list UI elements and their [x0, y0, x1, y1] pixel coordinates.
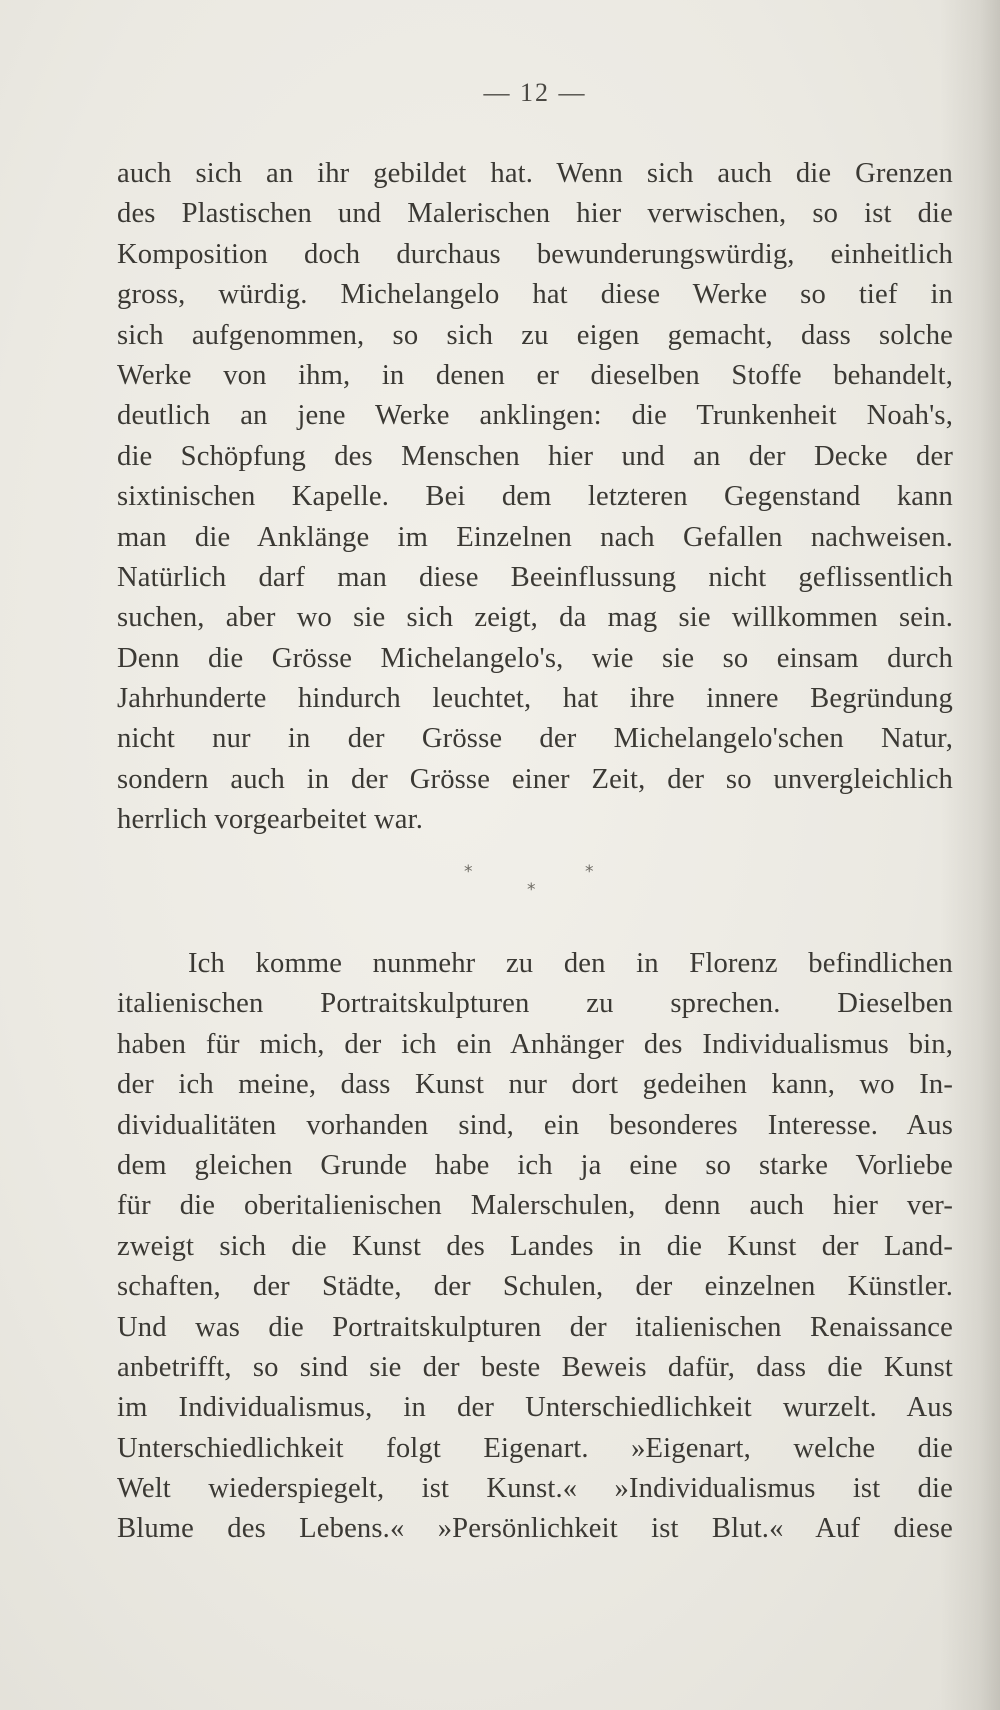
- paragraph-2: [117, 944, 953, 1550]
- text-line: des Plastischen und Malerischen hier verwischen, so ist die: [117, 198, 953, 230]
- text-line: Blume des Lebens.« »Persönlichkeit ist Blut.« Auf diese: [117, 1513, 953, 1545]
- text-line: nicht nur in der Grösse der Michelangelo'schen Natur,: [117, 723, 953, 755]
- text-line: Welt wiederspiegelt, ist Kunst.« »Individualismus ist die: [117, 1473, 953, 1505]
- text-line: anbetrifft, so sind sie der beste Beweis dafür, dass die Kunst: [117, 1351, 953, 1383]
- section-separator: [452, 858, 612, 898]
- text-line: suchen, aber wo sie sich zeigt, da mag sie willkommen sein.: [117, 602, 953, 634]
- text-line: Komposition doch durchaus bewunderungswürdig, einheitlich: [117, 238, 953, 270]
- text-line: dividualitäten vorhanden sind, ein besonderes Interesse. Aus: [117, 1109, 953, 1141]
- text-line: Natürlich darf man diese Beeinflussung nicht geflissentlich: [117, 561, 953, 593]
- text-line: sich aufgenommen, so sich zu eigen gemacht, dass solche: [117, 319, 953, 351]
- text-line: Und was die Portraitskulpturen der italienischen Renaissance: [117, 1311, 953, 1343]
- text-line: schaften, der Städte, der Schulen, der einzelnen Künstler.: [117, 1271, 953, 1303]
- text-line: der ich meine, dass Kunst nur dort gedeihen kann, wo In-: [117, 1069, 953, 1101]
- separator-star: *: [585, 862, 594, 882]
- separator-star: *: [527, 880, 536, 900]
- text-line: deutlich an jene Werke anklingen: die Trunkenheit Noah's,: [117, 400, 953, 432]
- text-line: Werke von ihm, in denen er dieselben Stoffe behandelt,: [117, 359, 953, 391]
- text-line: für die oberitalienischen Malerschulen, denn auch hier ver-: [117, 1190, 953, 1222]
- text-line: haben für mich, der ich ein Anhänger des Individualismus bin,: [117, 1028, 953, 1060]
- text-line: im Individualismus, in der Unterschiedlichkeit wurzelt. Aus: [117, 1392, 953, 1424]
- text-line: herrlich vorgearbeitet war.: [117, 804, 424, 836]
- separator-star: *: [464, 862, 473, 882]
- page-number: — 12 —: [483, 78, 587, 107]
- text-line: sixtinischen Kapelle. Bei dem letzteren Gegenstand kann: [117, 481, 953, 513]
- text-line: Jahrhunderte hindurch leuchtet, hat ihre innere Begründung: [117, 683, 953, 715]
- text-line: dem gleichen Grunde habe ich ja eine so starke Vorliebe: [117, 1149, 953, 1181]
- text-line: zweigt sich die Kunst des Landes in die Kunst der Land-: [117, 1230, 953, 1262]
- paragraph-1: [117, 154, 953, 841]
- text-line: Ich komme nunmehr zu den in Florenz befindlichen: [188, 948, 953, 979]
- text-line: sondern auch in der Grösse einer Zeit, der so unvergleichlich: [117, 763, 953, 795]
- text-line: italienischen Portraitskulpturen zu sprechen. Dieselben: [117, 988, 953, 1020]
- text-line: die Schöpfung des Menschen hier und an der Decke der: [117, 440, 953, 472]
- text-line: gross, würdig. Michelangelo hat diese Werke so tief in: [117, 279, 953, 311]
- text-line: auch sich an ihr gebildet hat. Wenn sich auch die Grenzen: [117, 158, 953, 189]
- text-line: Denn die Grösse Michelangelo's, wie sie so einsam durch: [117, 642, 953, 674]
- text-line: Unterschiedlichkeit folgt Eigenart. »Eigenart, welche die: [117, 1432, 953, 1464]
- text-line: man die Anklänge im Einzelnen nach Gefallen nachweisen.: [117, 521, 953, 553]
